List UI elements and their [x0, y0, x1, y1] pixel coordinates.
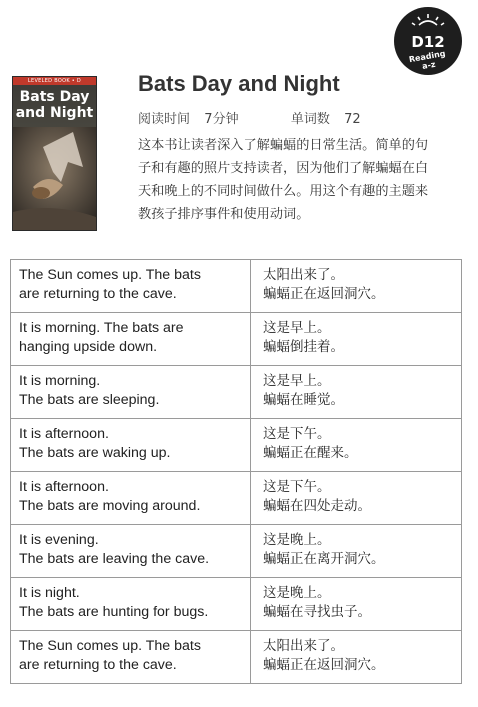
sentence-table	[10, 259, 462, 684]
reading-time-label: 阅读时间	[138, 112, 191, 127]
book-meta	[138, 108, 361, 127]
cover-title: Bats Day and Night	[15, 89, 94, 121]
book-cover-image	[12, 76, 97, 231]
chinese-sentence: 这是早上。 蝙蝠倒挂着。	[251, 313, 462, 366]
bat-photo	[13, 127, 96, 230]
chinese-sentence: 这是晚上。 蝙蝠正在离开洞穴。	[251, 525, 462, 578]
cover-banner: LEVELED BOOK • D	[13, 77, 96, 85]
english-sentence: The Sun comes up. The bats are returning to the cave.	[11, 631, 251, 684]
table-row	[11, 260, 462, 313]
table-row	[11, 578, 462, 631]
book-title: Bats Day and Night	[138, 71, 340, 96]
english-sentence: It is evening. The bats are leaving the cave.	[11, 525, 251, 578]
english-sentence: It is afternoon. The bats are waking up.	[11, 419, 251, 472]
english-sentence: The Sun comes up. The bats are returning to the cave.	[11, 260, 251, 313]
english-sentence: It is morning. The bats are hanging upside down.	[11, 313, 251, 366]
chinese-sentence: 这是早上。 蝙蝠在睡觉。	[251, 366, 462, 419]
reading-time-value: 7分钟	[204, 112, 239, 127]
chinese-sentence: 太阳出来了。 蝙蝠正在返回洞穴。	[251, 260, 462, 313]
table-row	[11, 525, 462, 578]
chinese-sentence: 太阳出来了。 蝙蝠正在返回洞穴。	[251, 631, 462, 684]
table-row	[11, 419, 462, 472]
table-row	[11, 472, 462, 525]
book-description: 这本书让读者深入了解蝙蝠的日常生活。简单的句子和有趣的照片支持读者，因为他们了解蝙蝠在白天和晚上的不同时间做什么。用这个有趣的主题来教孩子排序事件和使用动词。	[138, 138, 429, 222]
table-row	[11, 366, 462, 419]
table-row	[11, 631, 462, 684]
word-count-value: 72	[344, 112, 361, 127]
english-sentence: It is afternoon. The bats are moving around.	[11, 472, 251, 525]
chinese-sentence: 这是下午。 蝙蝠在四处走动。	[251, 472, 462, 525]
chinese-sentence: 这是下午。 蝙蝠正在醒来。	[251, 419, 462, 472]
chinese-sentence: 这是晚上。 蝙蝠在寻找虫子。	[251, 578, 462, 631]
word-count-label: 单词数	[290, 112, 330, 127]
english-sentence: It is night. The bats are hunting for bugs.	[11, 578, 251, 631]
reading-level-badge	[392, 5, 464, 77]
badge-label: Reading a-z	[408, 48, 447, 72]
badge-level: D12	[411, 33, 445, 51]
table-row	[11, 313, 462, 366]
english-sentence: It is morning. The bats are sleeping.	[11, 366, 251, 419]
